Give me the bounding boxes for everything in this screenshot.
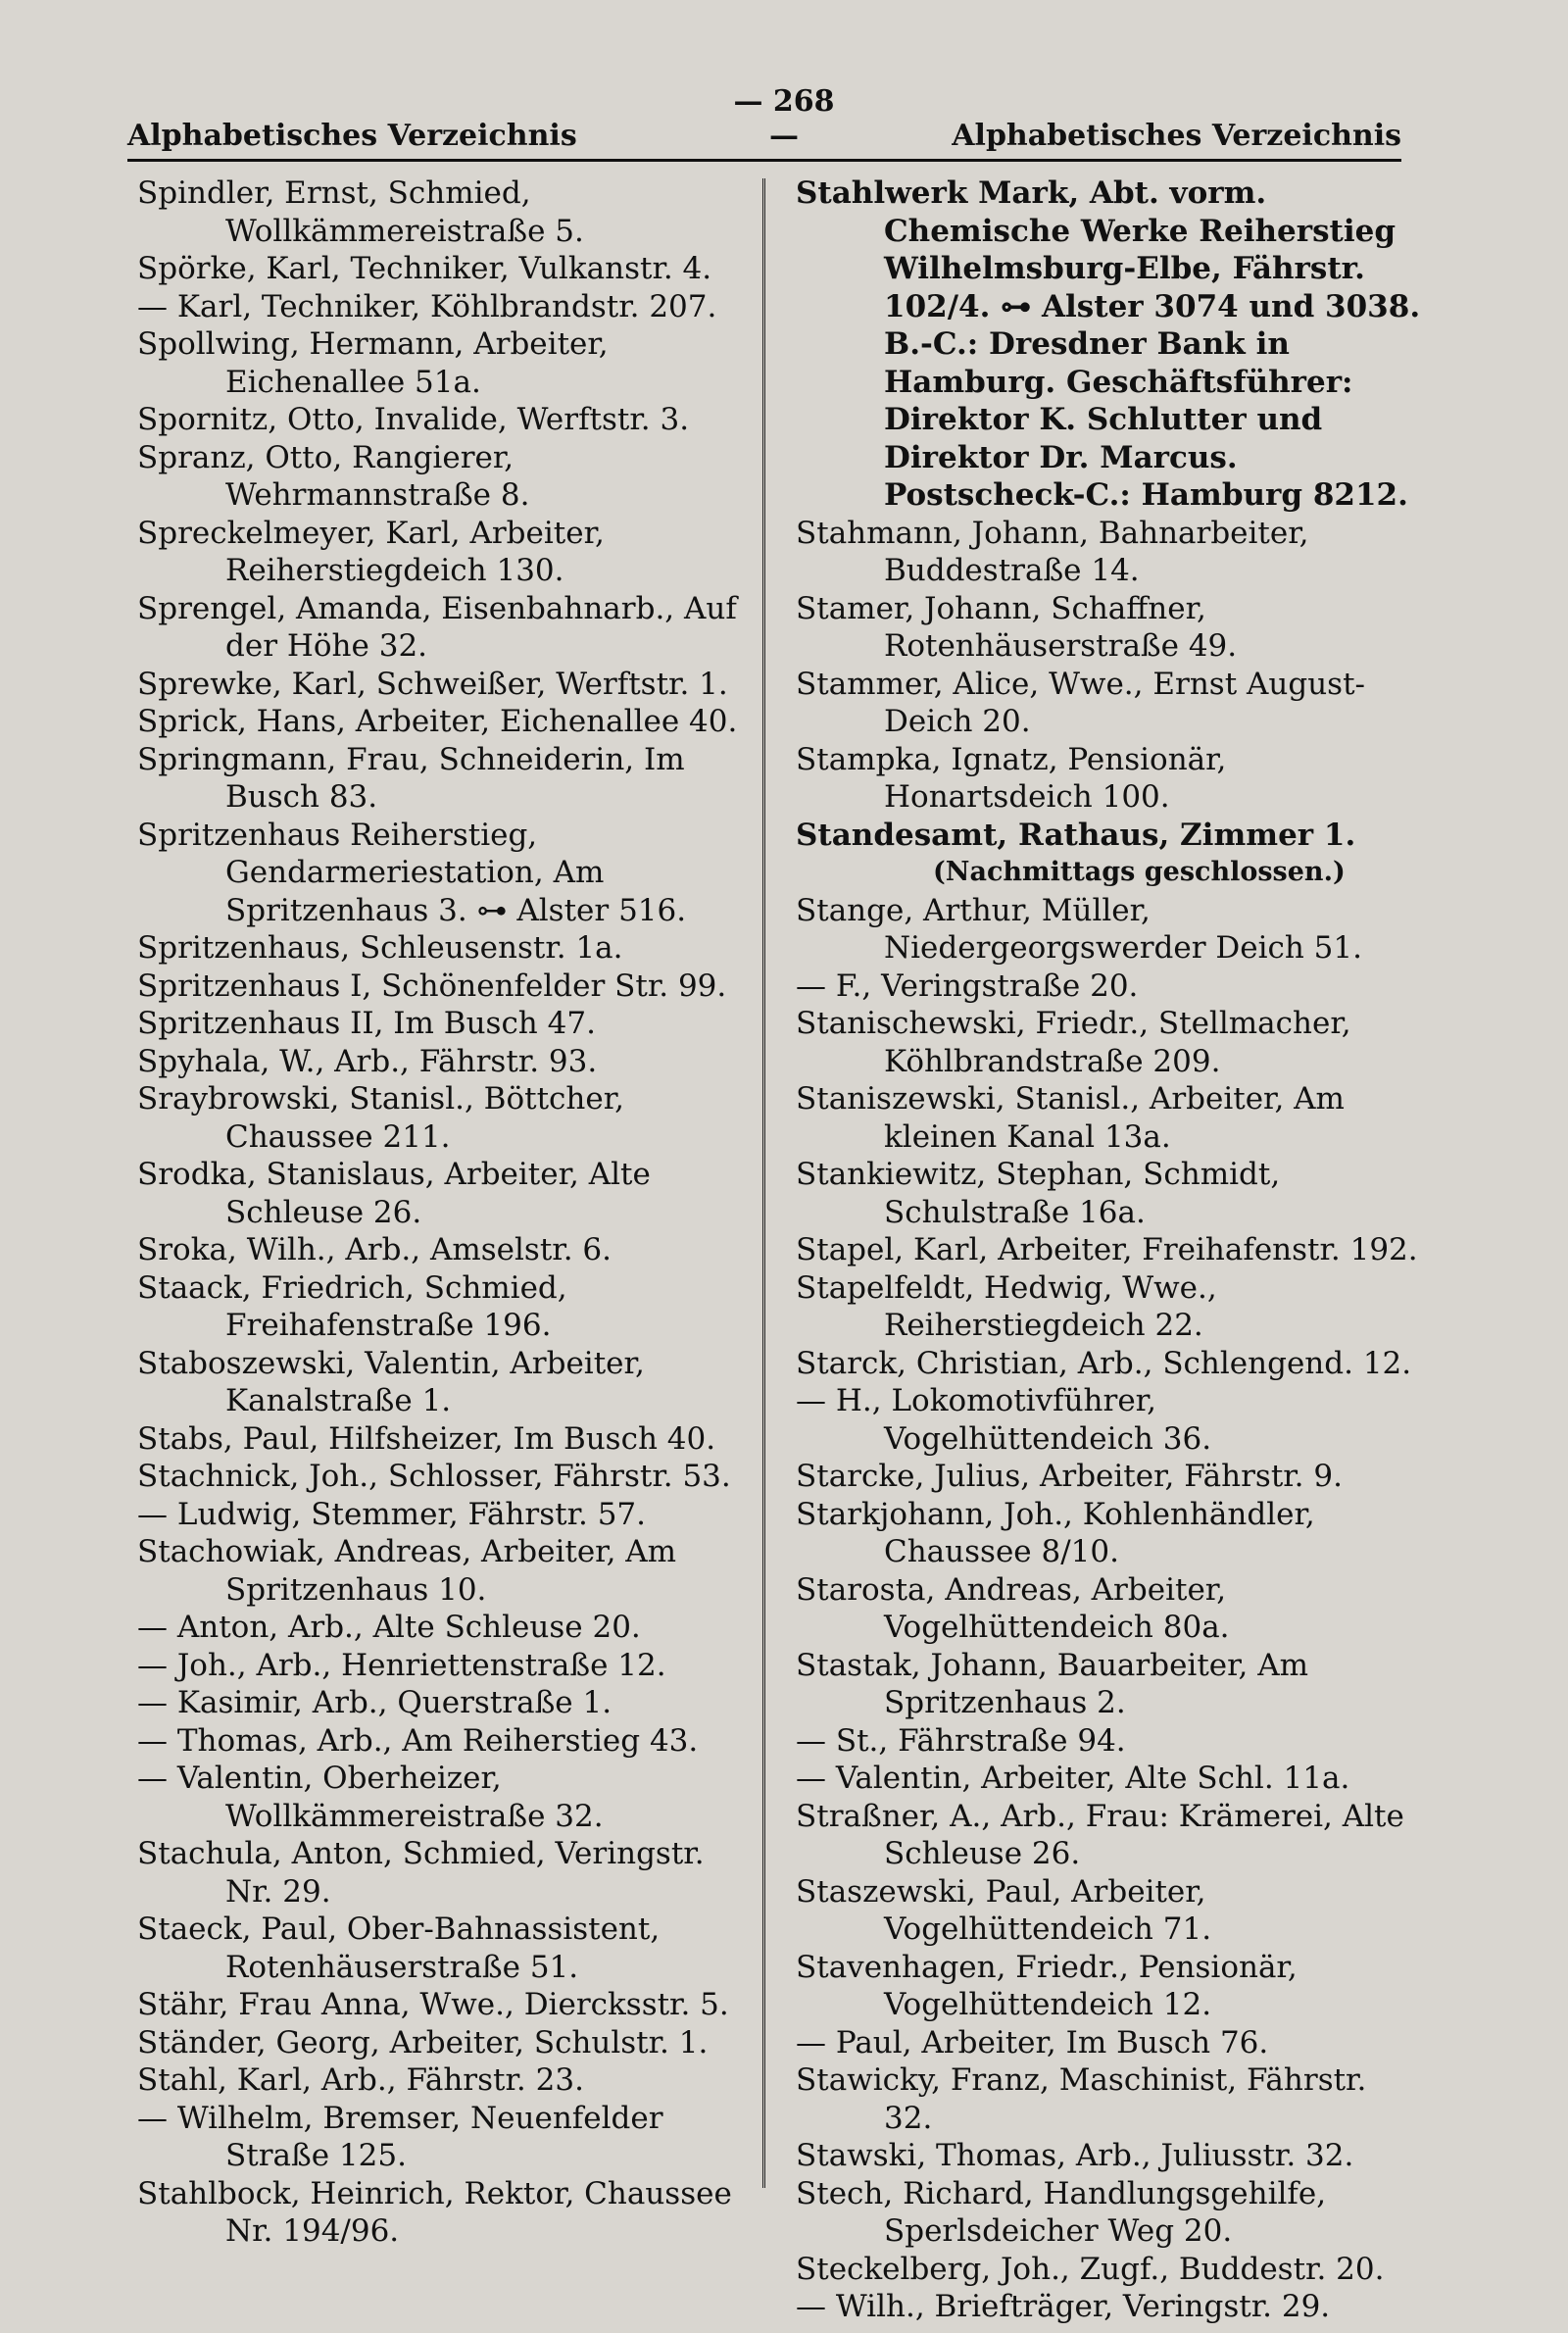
directory-entry: Spindler, Ernst, Schmied, Wollkämmereistraße 5. xyxy=(137,175,584,249)
directory-entry: — Valentin, Arbeiter, Alte Schl. 11a. xyxy=(796,1761,1350,1796)
directory-entry: Stahlbock, Heinrich, Rektor, Chaussee Nr. 194/96. xyxy=(137,2175,732,2249)
directory-entry: Spritzenhaus Reiherstieg, Gendarmeriestation, Am Spritzenhaus 3. ⊶ Alster 516. xyxy=(137,817,687,928)
directory-entry: Starcke, Julius, Arbeiter, Fährstr. 9. xyxy=(796,1459,1343,1494)
directory-entry: Springmann, Frau, Schneiderin, Im Busch 83. xyxy=(137,741,685,815)
directory-entry: — F., Veringstraße 20. xyxy=(796,968,1139,1004)
column-divider xyxy=(762,178,765,2188)
standesamt-note: (Nachmittags geschlossen.) xyxy=(933,857,1346,887)
directory-entry: Stähr, Frau Anna, Wwe., Diercksstr. 5. xyxy=(137,1987,729,2022)
directory-entry: Spornitz, Otto, Invalide, Werftstr. 3. xyxy=(137,402,690,437)
directory-entry: Stachula, Anton, Schmied, Veringstr. Nr. 29. xyxy=(137,1836,705,1910)
directory-entry: Stamer, Johann, Schaffner, Rotenhäuserstraße 49. xyxy=(796,590,1238,664)
directory-entry: Spritzenhaus, Schleusenstr. 1a. xyxy=(137,930,623,966)
directory-entry: Starosta, Andreas, Arbeiter, Vogelhüttendeich 80a. xyxy=(796,1571,1230,1645)
directory-entry: Spritzenhaus I, Schönenfelder Str. 99. xyxy=(137,968,727,1004)
directory-entry: Stanischewski, Friedr., Stellmacher, Köhlbrandstraße 209. xyxy=(796,1006,1351,1079)
directory-entry: Stachnick, Joh., Schlosser, Fährstr. 53. xyxy=(137,1459,731,1494)
directory-entry: Spyhala, W., Arb., Fährstr. 93. xyxy=(137,1043,598,1079)
directory-entry: Spritzenhaus II, Im Busch 47. xyxy=(137,1006,596,1041)
directory-entry: — Joh., Arb., Henriettenstraße 12. xyxy=(137,1647,666,1683)
directory-entry: Stahl, Karl, Arb., Fährstr. 23. xyxy=(137,2062,584,2098)
directory-entry: — Anton, Arb., Alte Schleuse 20. xyxy=(137,1610,641,1645)
directory-entry: — Thomas, Arb., Am Reiherstieg 43. xyxy=(137,1722,699,1759)
directory-entry: — St., Fährstraße 94. xyxy=(796,1722,1126,1759)
directory-entry: — Kasimir, Arb., Querstraße 1. xyxy=(137,1685,612,1720)
directory-entry: Spörke, Karl, Techniker, Vulkanstr. 4. xyxy=(137,251,712,286)
directory-entry: Sroka, Wilh., Arb., Amselstr. 6. xyxy=(137,1232,612,1267)
page-header xyxy=(127,84,1401,162)
directory-entry: Stabs, Paul, Hilfsheizer, Im Busch 40. xyxy=(137,1420,716,1457)
directory-entry: — Valentin, Oberheizer, Wollkämmereistraße 32. xyxy=(137,1761,604,1834)
directory-entry: — Wilhelm, Bremser, Neuenfelder Straße 125. xyxy=(137,2100,663,2173)
directory-entry: Staniszewski, Stanisl., Arbeiter, Am kleinen Kanal 13a. xyxy=(796,1081,1345,1155)
directory-entry: Staeck, Paul, Ober-Bahnassistent, Rotenhäuserstraße 51. xyxy=(137,1911,661,1985)
directory-entry: Spreckelmeyer, Karl, Arbeiter, Reiherstiegdeich 130. xyxy=(137,515,605,588)
directory-entry: Stech, Richard, Handlungsgehilfe, Sperlsdeicher Weg 20. xyxy=(796,2175,1327,2249)
directory-entry: Starkjohann, Joh., Kohlenhändler, Chaussee 8/10. xyxy=(796,1496,1315,1569)
header-right-title: Alphabetisches Verzeichnis xyxy=(952,119,1401,153)
directory-entry: Stawicky, Franz, Maschinist, Fährstr. 32. xyxy=(796,2062,1367,2136)
directory-entry: Stampka, Ignatz, Pensionär, Honartsdeich 100. xyxy=(796,741,1227,815)
firm-entry-stahlwerk: Stahlwerk Mark, Abt. vorm. Chemische Werke Reiherstieg Wilhelmsburg-Elbe, Fährstr. 102/4. ⊶ Alster 3074 und 3038. B.-C.: Dresdner Bank in Hamburg. Geschäftsführer: Direktor K. Schlutter und Direktor Dr. Marcus. Postscheck-C.: Hamburg 8212. xyxy=(796,175,1421,513)
directory-entry: Staszewski, Paul, Arbeiter, Vogelhüttendeich 71. xyxy=(796,1873,1212,1947)
directory-entry: Sprick, Hans, Arbeiter, Eichenallee 40. xyxy=(137,704,738,739)
directory-entry: Staboszewski, Valentin, Arbeiter, Kanalstraße 1. xyxy=(137,1345,645,1418)
directory-entry: Stange, Arthur, Müller, Niedergeorgswerder Deich 51. xyxy=(796,892,1362,966)
directory-entry: Sprewke, Karl, Schweißer, Werftstr. 1. xyxy=(137,666,728,702)
directory-entry: Stapelfeldt, Hedwig, Wwe., Reiherstiegdeich 22. xyxy=(796,1269,1217,1343)
directory-entry: — Ludwig, Stemmer, Fährstr. 57. xyxy=(137,1496,647,1532)
directory-entry: Stahmann, Johann, Bahnarbeiter, Buddestraße 14. xyxy=(796,515,1309,588)
directory-entry: Stapel, Karl, Arbeiter, Freihafenstr. 192. xyxy=(796,1232,1418,1267)
directory-entry: Sprengel, Amanda, Eisenbahnarb., Auf der Höhe 32. xyxy=(137,590,737,664)
directory-entry: Sraybrowski, Stanisl., Böttcher, Chaussee 211. xyxy=(137,1081,624,1155)
directory-entry: Staack, Friedrich, Schmied, Freihafenstraße 196. xyxy=(137,1269,567,1343)
left-column xyxy=(137,174,750,2251)
directory-entry-standesamt: Standesamt, Rathaus, Zimmer 1. xyxy=(796,817,1356,853)
directory-entry: Stawski, Thomas, Arb., Juliusstr. 32. xyxy=(796,2138,1354,2173)
directory-entry: Stavenhagen, Friedr., Pensionär, Vogelhüttendeich 12. xyxy=(796,1949,1298,2022)
right-column xyxy=(796,174,1423,2326)
directory-entry: Srodka, Stanislaus, Arbeiter, Alte Schleuse 26. xyxy=(137,1157,651,1230)
directory-entry: Steckelberg, Joh., Zugf., Buddestr. 20. xyxy=(796,2251,1385,2287)
directory-entry: Starck, Christian, Arb., Schlengend. 12. xyxy=(796,1345,1412,1381)
directory-entry: Spollwing, Hermann, Arbeiter, Eichenallee 51a. xyxy=(137,326,609,400)
directory-entry: Straßner, A., Arb., Frau: Krämerei, Alte Schleuse 26. xyxy=(796,1798,1404,1871)
directory-entry: Stankiewitz, Stephan, Schmidt, Schulstraße 16a. xyxy=(796,1157,1281,1230)
directory-entry: — Wilh., Briefträger, Veringstr. 29. xyxy=(796,2289,1331,2324)
directory-entry: Stammer, Alice, Wwe., Ernst August-Deich 20. xyxy=(796,666,1366,739)
directory-entry: — H., Lokomotivführer, Vogelhüttendeich 36. xyxy=(796,1383,1212,1457)
directory-entry: Stastak, Johann, Bauarbeiter, Am Spritzenhaus 2. xyxy=(796,1647,1309,1720)
directory-entry: Spranz, Otto, Rangierer, Wehrmannstraße 8. xyxy=(137,439,530,513)
directory-entry: — Karl, Techniker, Köhlbrandstr. 207. xyxy=(137,288,717,324)
header-left-title: Alphabetisches Verzeichnis xyxy=(127,119,577,153)
directory-entry: Ständer, Georg, Arbeiter, Schulstr. 1. xyxy=(137,2024,709,2060)
directory-entry: Stachowiak, Andreas, Arbeiter, Am Spritzenhaus 10. xyxy=(137,1534,677,1608)
directory-entry: — Paul, Arbeiter, Im Busch 76. xyxy=(796,2024,1269,2060)
page-number: — 268 — xyxy=(733,84,835,153)
